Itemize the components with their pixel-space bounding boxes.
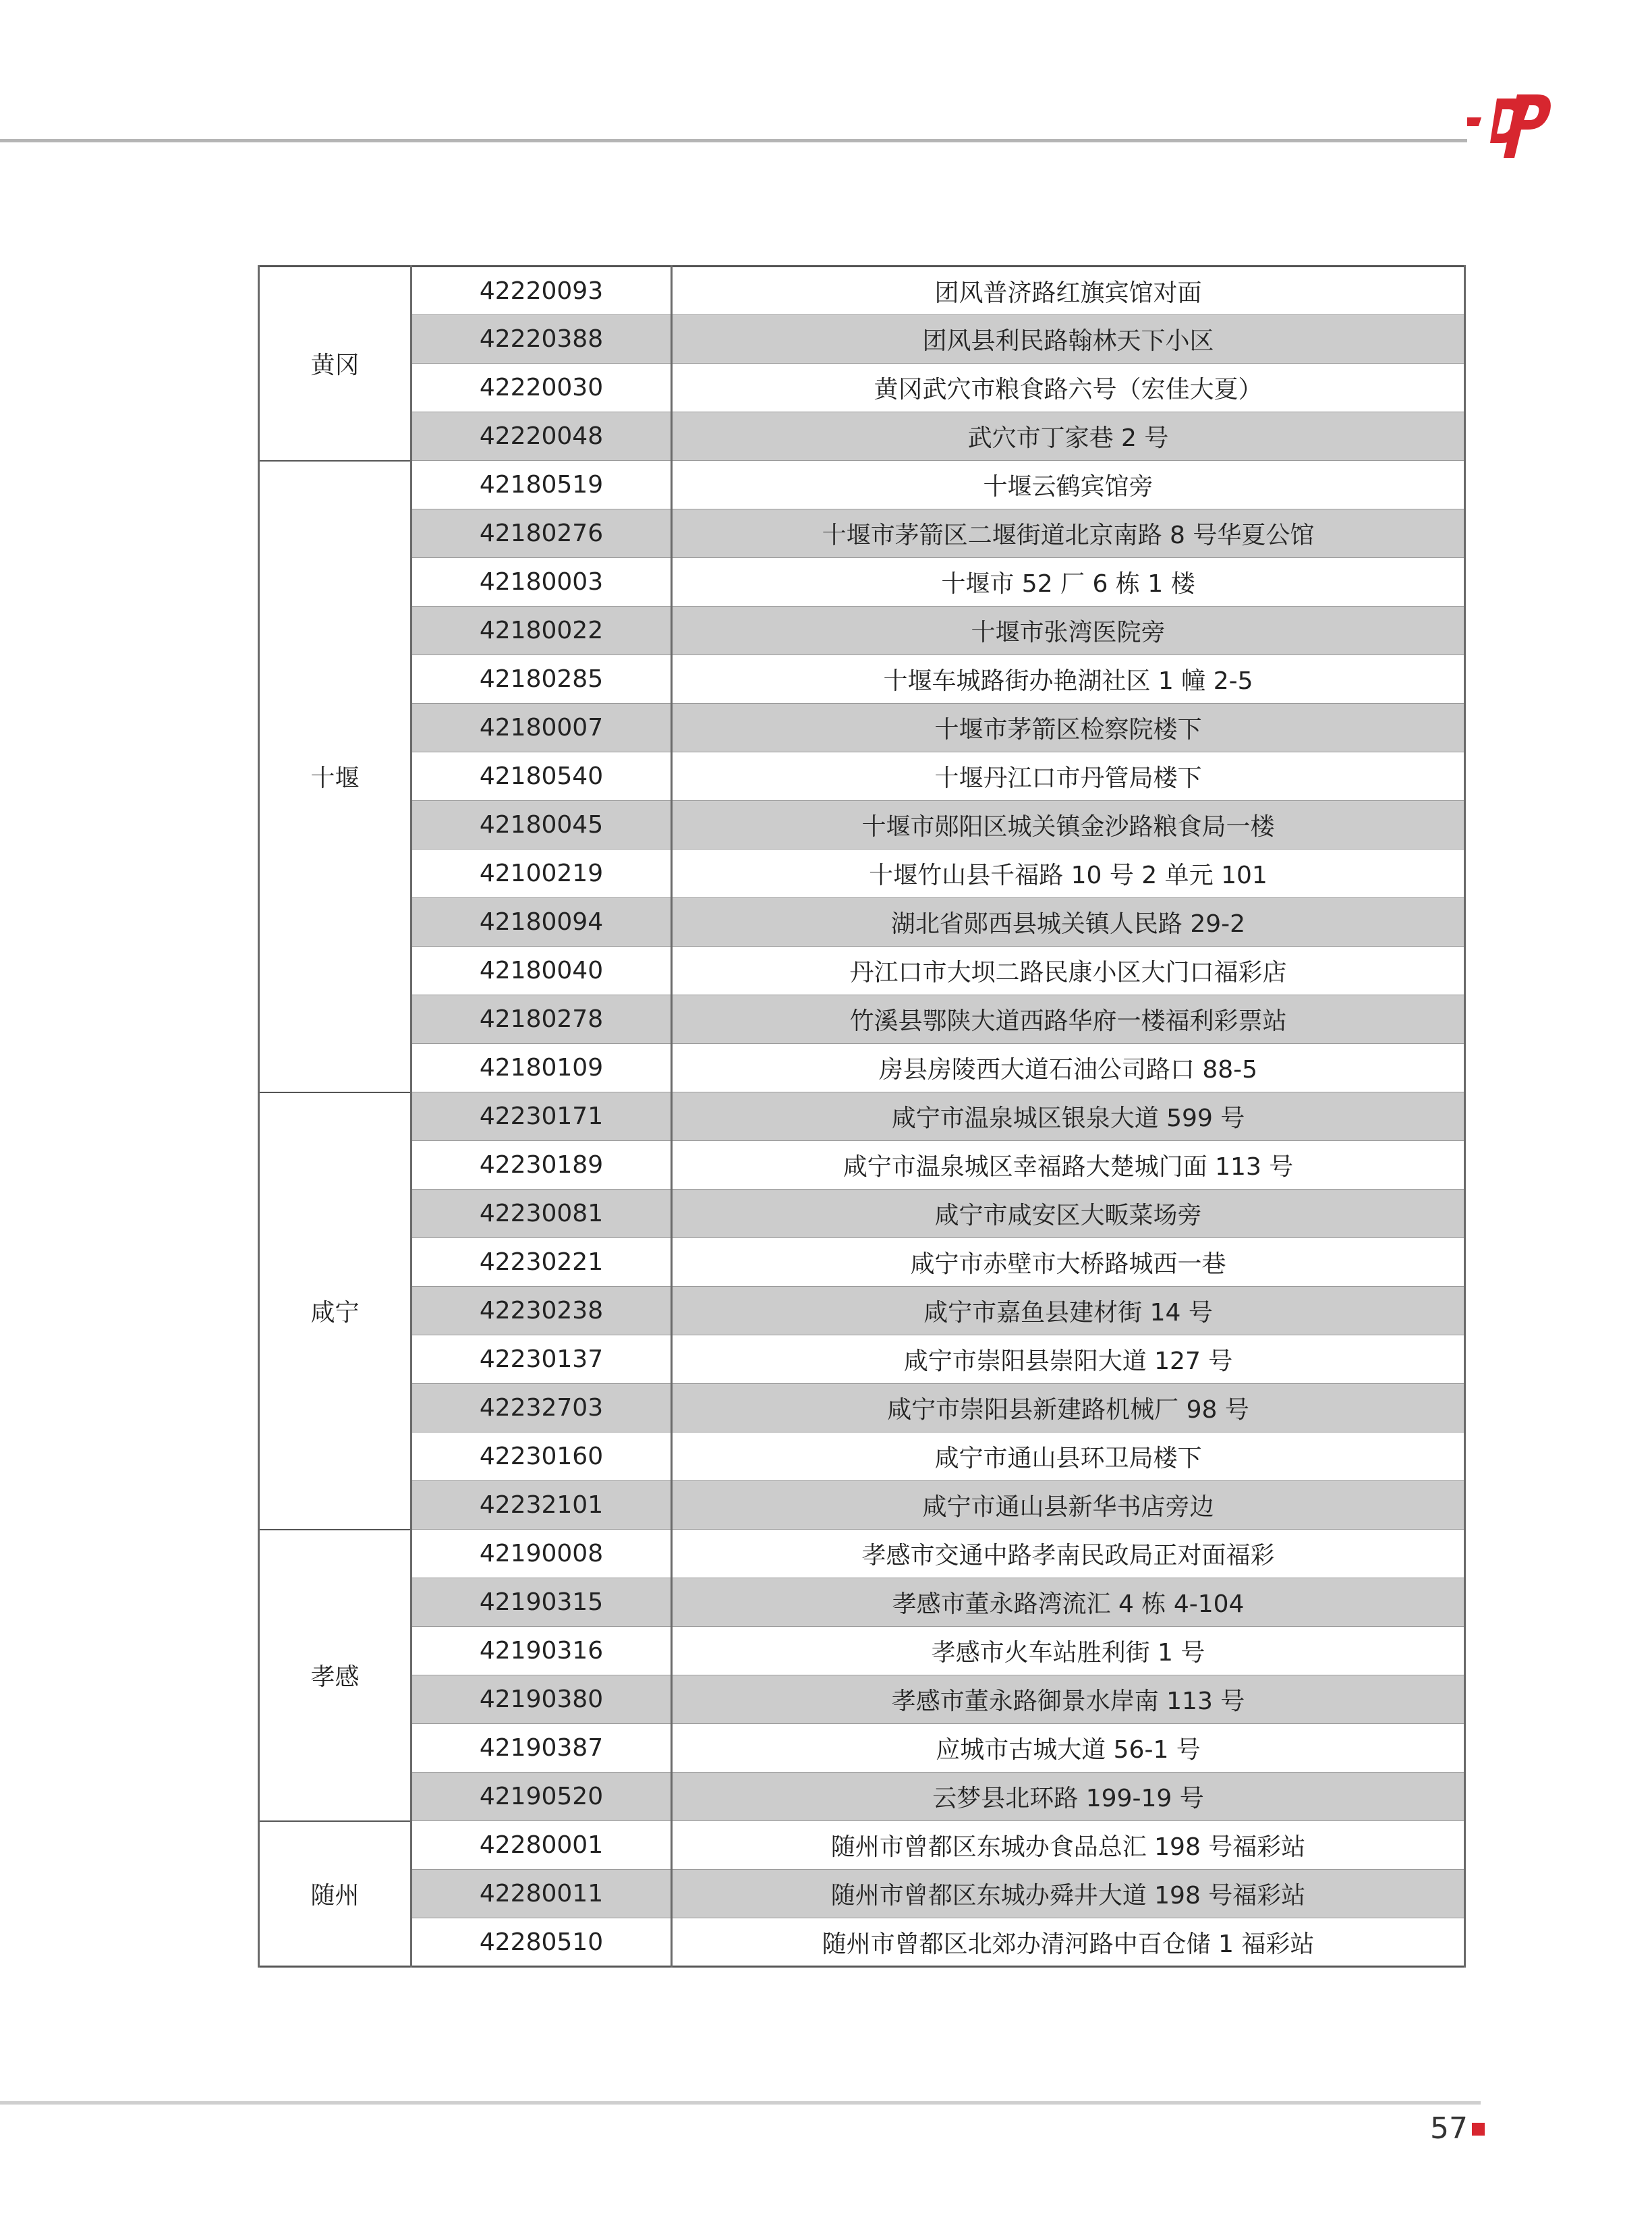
outlet-address-cell: 孝感市火车站胜利街 1 号 xyxy=(672,1627,1465,1675)
outlet-code-cell: 42220048 xyxy=(411,412,672,461)
outlet-address-cell: 咸宁市温泉城区银泉大道 599 号 xyxy=(672,1092,1465,1141)
outlet-address-cell: 咸宁市通山县新华书店旁边 xyxy=(672,1481,1465,1530)
outlet-address-cell: 孝感市董永路御景水岸南 113 号 xyxy=(672,1675,1465,1724)
table-row xyxy=(259,1287,1465,1335)
table-row xyxy=(259,1530,1465,1578)
outlet-code-cell: 42180003 xyxy=(411,558,672,607)
table-row xyxy=(259,655,1465,704)
table-row xyxy=(259,1627,1465,1675)
outlet-code-cell: 42180278 xyxy=(411,995,672,1044)
outlet-code-cell: 42180285 xyxy=(411,655,672,704)
outlet-address-cell: 团风普济路红旗宾馆对面 xyxy=(672,267,1465,315)
city-cell: 孝感 xyxy=(259,1530,411,1821)
table-row xyxy=(259,1432,1465,1481)
table-row xyxy=(259,1092,1465,1141)
outlet-address-cell: 房县房陵西大道石油公司路口 88-5 xyxy=(672,1044,1465,1092)
table-row xyxy=(259,947,1465,995)
outlet-code-cell: 42190008 xyxy=(411,1530,672,1578)
outlet-address-cell: 随州市曾都区东城办舜井大道 198 号福彩站 xyxy=(672,1870,1465,1918)
outlet-address-cell: 应城市古城大道 56-1 号 xyxy=(672,1724,1465,1773)
outlet-code-cell: 42190316 xyxy=(411,1627,672,1675)
table-row xyxy=(259,1190,1465,1238)
outlet-code-cell: 42230189 xyxy=(411,1141,672,1190)
outlet-address-cell: 咸宁市赤壁市大桥路城西一巷 xyxy=(672,1238,1465,1287)
outlet-code-cell: 42180045 xyxy=(411,801,672,850)
footer-rule xyxy=(0,2101,1481,2105)
outlet-address-cell: 黄冈武穴市粮食路六号（宏佳大夏） xyxy=(672,364,1465,412)
table-row xyxy=(259,1384,1465,1432)
table-row xyxy=(259,1578,1465,1627)
outlet-address-cell: 十堰云鹤宾馆旁 xyxy=(672,461,1465,509)
outlet-code-cell: 42230137 xyxy=(411,1335,672,1384)
outlet-address-cell: 十堰竹山县千福路 10 号 2 单元 101 xyxy=(672,850,1465,898)
page-number xyxy=(1430,2109,1485,2149)
table-body xyxy=(259,267,1465,1967)
outlet-code-cell: 42190520 xyxy=(411,1773,672,1821)
outlet-address-cell: 咸宁市崇阳县崇阳大道 127 号 xyxy=(672,1335,1465,1384)
table-row xyxy=(259,1141,1465,1190)
outlet-address-cell: 咸宁市温泉城区幸福路大楚城门面 113 号 xyxy=(672,1141,1465,1190)
city-cell: 随州 xyxy=(259,1821,411,1967)
outlet-code-cell: 42230221 xyxy=(411,1238,672,1287)
table-row xyxy=(259,1481,1465,1530)
outlet-code-cell: 42280011 xyxy=(411,1870,672,1918)
outlet-address-cell: 十堰市茅箭区二堰街道北京南路 8 号华夏公馆 xyxy=(672,509,1465,558)
table-row xyxy=(259,1335,1465,1384)
china-welfare-lottery-logo-icon xyxy=(1467,82,1562,162)
table-row xyxy=(259,607,1465,655)
outlet-address-cell: 武穴市丁家巷 2 号 xyxy=(672,412,1465,461)
outlet-code-cell: 42220030 xyxy=(411,364,672,412)
table-row xyxy=(259,364,1465,412)
table-row xyxy=(259,1675,1465,1724)
outlet-address-cell: 十堰市郧阳区城关镇金沙路粮食局一楼 xyxy=(672,801,1465,850)
table-row xyxy=(259,1918,1465,1967)
table-row xyxy=(259,1773,1465,1821)
outlet-code-cell: 42220093 xyxy=(411,267,672,315)
header-rule xyxy=(0,139,1467,142)
table-row xyxy=(259,461,1465,509)
city-cell: 咸宁 xyxy=(259,1092,411,1530)
outlet-address-cell: 随州市曾都区北郊办清河路中百仓储 1 福彩站 xyxy=(672,1918,1465,1967)
outlet-address-cell: 团风县利民路翰林天下小区 xyxy=(672,315,1465,364)
table-row xyxy=(259,752,1465,801)
table-row xyxy=(259,1870,1465,1918)
city-cell: 黄冈 xyxy=(259,267,411,461)
outlet-code-cell: 42180094 xyxy=(411,898,672,947)
outlet-address-cell: 孝感市交通中路孝南民政局正对面福彩 xyxy=(672,1530,1465,1578)
outlet-address-cell: 十堰市 52 厂 6 栋 1 楼 xyxy=(672,558,1465,607)
outlet-code-cell: 42232101 xyxy=(411,1481,672,1530)
outlet-address-cell: 丹江口市大坝二路民康小区大门口福彩店 xyxy=(672,947,1465,995)
outlet-address-cell: 十堰市茅箭区检察院楼下 xyxy=(672,704,1465,752)
outlet-address-cell: 十堰市张湾医院旁 xyxy=(672,607,1465,655)
lottery-outlet-table xyxy=(258,265,1466,1968)
outlet-code-cell: 42220388 xyxy=(411,315,672,364)
outlet-address-cell: 随州市曾都区东城办食品总汇 198 号福彩站 xyxy=(672,1821,1465,1870)
table-row xyxy=(259,412,1465,461)
table-row xyxy=(259,267,1465,315)
outlet-address-cell: 竹溪县鄂陕大道西路华府一楼福利彩票站 xyxy=(672,995,1465,1044)
table-row xyxy=(259,801,1465,850)
outlet-address-cell: 咸宁市通山县环卫局楼下 xyxy=(672,1432,1465,1481)
table-row xyxy=(259,1238,1465,1287)
table-row xyxy=(259,1821,1465,1870)
table-row xyxy=(259,315,1465,364)
outlet-address-cell: 咸宁市嘉鱼县建材街 14 号 xyxy=(672,1287,1465,1335)
outlet-code-cell: 42180540 xyxy=(411,752,672,801)
table-row xyxy=(259,1044,1465,1092)
outlet-address-cell: 孝感市董永路湾流汇 4 栋 4-104 xyxy=(672,1578,1465,1627)
outlet-address-cell: 十堰丹江口市丹管局楼下 xyxy=(672,752,1465,801)
outlet-code-cell: 42180022 xyxy=(411,607,672,655)
table-row xyxy=(259,898,1465,947)
outlet-code-cell: 42180007 xyxy=(411,704,672,752)
outlet-code-cell: 42190315 xyxy=(411,1578,672,1627)
table-row xyxy=(259,995,1465,1044)
outlet-address-cell: 湖北省郧西县城关镇人民路 29-2 xyxy=(672,898,1465,947)
table-row xyxy=(259,509,1465,558)
outlet-code-cell: 42180519 xyxy=(411,461,672,509)
table-row xyxy=(259,1724,1465,1773)
outlet-code-cell: 42280510 xyxy=(411,1918,672,1967)
outlet-code-cell: 42232703 xyxy=(411,1384,672,1432)
city-cell: 十堰 xyxy=(259,461,411,1092)
outlet-address-cell: 咸宁市咸安区大畈菜场旁 xyxy=(672,1190,1465,1238)
page-number-text: 57 xyxy=(1430,2111,1468,2146)
outlet-code-cell: 42280001 xyxy=(411,1821,672,1870)
page-marker-icon xyxy=(1472,2123,1485,2136)
outlet-code-cell: 42180109 xyxy=(411,1044,672,1092)
outlet-address-cell: 云梦县北环路 199-19 号 xyxy=(672,1773,1465,1821)
outlet-code-cell: 42100219 xyxy=(411,850,672,898)
outlet-address-cell: 十堰车城路街办艳湖社区 1 幢 2-5 xyxy=(672,655,1465,704)
table-row xyxy=(259,704,1465,752)
table-row xyxy=(259,850,1465,898)
outlet-code-cell: 42180276 xyxy=(411,509,672,558)
outlet-code-cell: 42230160 xyxy=(411,1432,672,1481)
table-row xyxy=(259,558,1465,607)
outlet-address-cell: 咸宁市崇阳县新建路机械厂 98 号 xyxy=(672,1384,1465,1432)
outlet-code-cell: 42230171 xyxy=(411,1092,672,1141)
outlet-code-cell: 42190387 xyxy=(411,1724,672,1773)
outlet-code-cell: 42230238 xyxy=(411,1287,672,1335)
outlet-code-cell: 42190380 xyxy=(411,1675,672,1724)
outlet-code-cell: 42230081 xyxy=(411,1190,672,1238)
outlet-code-cell: 42180040 xyxy=(411,947,672,995)
